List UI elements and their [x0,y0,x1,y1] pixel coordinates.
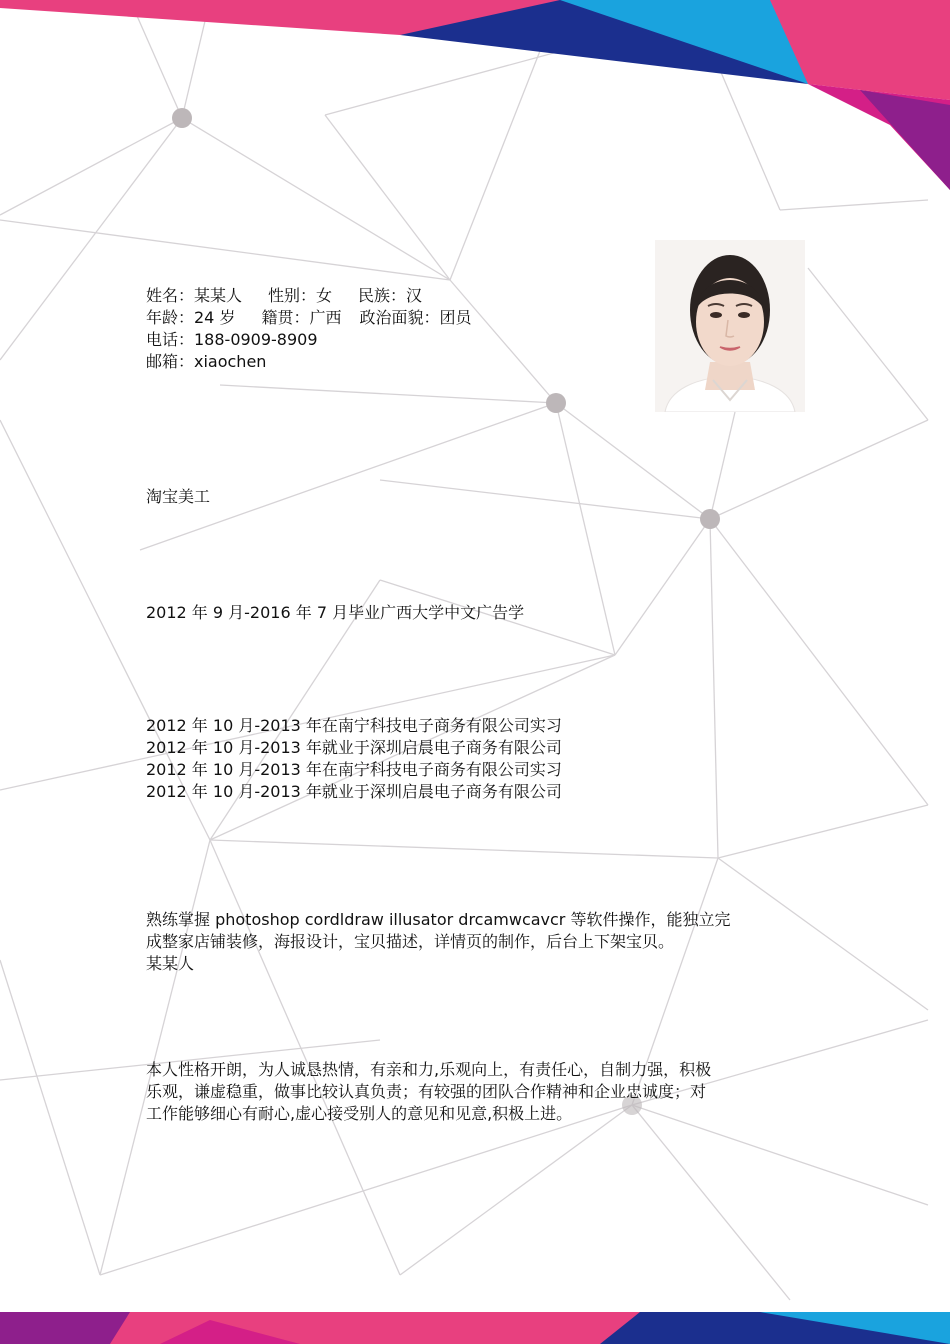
experience-section [146,715,562,803]
objective-text: 淘宝美工 [146,487,211,506]
experience-item: 2012 年 10 月-2013 年在南宁科技电子商务有限公司实习 [146,760,562,779]
gender-field: 性别：女 [268,286,333,305]
education-text: 2012 年 9 月-2016 年 7 月毕业广西大学中文广告学 [146,603,525,622]
ethnicity-field: 民族：汉 [358,286,423,305]
self-evaluation-section [146,1059,711,1125]
political-status-field: 政治面貌：团员 [359,308,472,327]
profile-row-2 [146,307,471,329]
self-evaluation-line: 乐观，谦虚稳重，做事比较认真负责；有较强的团队合作精神和企业忠诚度；对 [146,1082,707,1101]
experience-item: 2012 年 10 月-2013 年就业于深圳启晨电子商务有限公司 [146,738,562,757]
skills-line: 熟练掌握 photoshop cordldraw illusator drcamwcavcr 等软件操作，能独立完 [146,910,731,929]
name-field: 姓名：某某人 [146,286,243,305]
phone-field: 电话：188-0909-8909 [146,330,318,349]
self-evaluation-line: 工作能够细心有耐心,虚心接受别人的意见和见意,积极上进。 [146,1104,573,1123]
experience-item: 2012 年 10 月-2013 年就业于深圳启晨电子商务有限公司 [146,782,562,801]
self-evaluation-line: 本人性格开朗，为人诚恳热情，有亲和力,乐观向上，有责任心，自制力强，积极 [146,1060,712,1079]
skills-signature: 某某人 [146,954,195,973]
portrait-photo [655,240,805,412]
profile-row-1 [146,285,422,307]
skills-line: 成整家店铺装修，海报设计，宝贝描述，详情页的制作，后台上下架宝贝。 [146,932,675,951]
experience-item: 2012 年 10 月-2013 年在南宁科技电子商务有限公司实习 [146,716,562,735]
native-place-field: 籍贯：广西 [261,308,342,327]
bottom-color-band [0,1312,950,1344]
skills-section [146,909,730,975]
email-field: 邮箱：xiaochen [146,352,267,371]
age-field: 年龄：24 岁 [146,308,236,327]
portrait-photo-icon [655,240,805,412]
objective-section [146,486,210,508]
education-section [146,602,524,624]
